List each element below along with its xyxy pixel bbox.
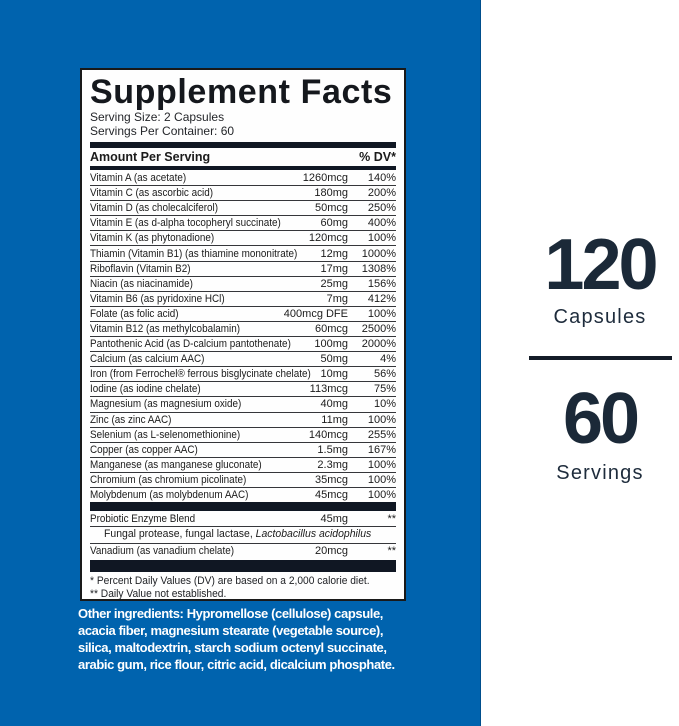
nutrient-name: Selenium (as L-selenomethionine) (90, 428, 241, 441)
nutrient-amount: 35mcg (314, 473, 348, 486)
nutrient-name: Folate (as folic acid) (90, 307, 179, 320)
nutrient-amount: 1.5mg (317, 443, 348, 456)
blend-ingredients-text: Fungal protease, fungal lactase, (104, 528, 256, 541)
nutrient-row (90, 381, 396, 396)
nutrient-row (90, 245, 396, 260)
nutrient-row (90, 185, 396, 200)
nutrient-row (90, 472, 396, 487)
amount-per-serving-header: Amount Per Serving (90, 150, 211, 164)
nutrient-dv: ** (387, 545, 396, 558)
nutrient-dv: 100% (367, 473, 396, 486)
nutrient-dv: 2500% (361, 322, 396, 335)
nutrient-name: Calcium (as calcium AAC) (90, 353, 205, 366)
nutrient-row (90, 457, 396, 472)
nutrient-name: Vitamin B12 (as methylcobalamin) (90, 322, 241, 335)
nutrient-row (90, 215, 396, 230)
nutrient-dv: 75% (373, 383, 396, 396)
nutrient-amount: 17mg (320, 262, 348, 275)
nutrient-row (90, 336, 396, 351)
nutrient-amount: 25mg (320, 277, 348, 290)
nutrient-name: Vitamin E (as d-alpha tocopheryl succinate) (90, 217, 281, 230)
nutrient-name: Thiamin (Vitamin B1) (as thiamine mononitrate) (90, 247, 298, 260)
nutrient-amount: 10mg (320, 368, 348, 381)
nutrient-row (90, 442, 396, 457)
nutrient-dv: 167% (367, 443, 396, 456)
nutrient-amount: 11mg (321, 413, 348, 426)
nutrient-table (90, 170, 396, 502)
nutrient-amount: 113mcg (309, 383, 348, 396)
nutrient-row (90, 396, 396, 411)
bottom-divider-bar (90, 560, 396, 572)
nutrient-row (90, 291, 396, 306)
probiotic-blend-ingredients (90, 526, 396, 543)
nutrient-row (90, 487, 396, 502)
nutrient-amount: 1260mcg (302, 171, 348, 184)
vanadium-row (90, 543, 396, 558)
nutrient-dv: 56% (373, 368, 396, 381)
footnote-not-established: ** Daily Value not established. (90, 588, 227, 601)
serving-size: Serving Size: 2 Capsules (90, 110, 225, 124)
table-header (90, 148, 396, 166)
nutrient-dv: 100% (367, 489, 396, 502)
nutrient-row (90, 306, 396, 321)
nutrient-name: Riboflavin (Vitamin B2) (90, 262, 191, 275)
capsule-count: 120 (544, 225, 656, 305)
nutrient-name: Iodine (as iodine chelate) (90, 383, 201, 396)
nutrient-amount: 7mg (326, 292, 348, 305)
serving-count-label: Servings (556, 462, 644, 484)
nutrient-amount: 400mcg DFE (283, 307, 348, 320)
nutrient-name: Vitamin B6 (as pyridoxine HCl) (90, 292, 225, 305)
nutrient-dv: ** (387, 512, 396, 525)
nutrient-dv: 1308% (361, 262, 396, 275)
nutrient-amount: 60mg (320, 217, 348, 230)
nutrient-name: Vitamin D (as cholecalciferol) (90, 202, 219, 215)
nutrient-amount: 60mcg (314, 322, 348, 335)
nutrient-amount: 50mg (320, 353, 348, 366)
nutrient-dv: 200% (367, 187, 396, 200)
nutrient-dv: 100% (367, 458, 396, 471)
nutrient-amount: 45mcg (314, 489, 348, 502)
nutrient-amount: 20mcg (314, 545, 348, 558)
nutrient-dv: 100% (367, 232, 396, 245)
nutrient-row (90, 261, 396, 276)
nutrient-dv: 100% (367, 307, 396, 320)
nutrient-row (90, 412, 396, 427)
supplement-facts-title: Supplement Facts (90, 73, 393, 111)
other-ingredients: Other ingredients: Hypromellose (cellulose) capsule, acacia fiber, magnesium stearate (vegetable source), silica, maltodextrin, starch sodium octenyl succinate, arabic gum, rice flour, citric acid, dicalcium phosphate. (78, 606, 395, 672)
nutrient-row (90, 427, 396, 442)
nutrient-dv: 250% (367, 202, 396, 215)
nutrient-row (90, 276, 396, 291)
nutrient-row (90, 351, 396, 366)
nutrient-name: Vitamin C (as ascorbic acid) (90, 187, 214, 200)
nutrient-amount: 40mg (320, 398, 348, 411)
nutrient-dv: 255% (367, 428, 396, 441)
nutrient-amount: 12mg (320, 247, 348, 260)
nutrient-row (90, 230, 396, 245)
nutrient-dv: 400% (367, 217, 396, 230)
probiotic-blend-row (90, 511, 396, 526)
count-divider-line (529, 356, 672, 360)
dv-header: % DV* (359, 150, 396, 164)
nutrient-amount: 140mcg (308, 428, 348, 441)
supplement-facts-panel (80, 68, 406, 601)
nutrient-dv: 2000% (361, 338, 396, 351)
nutrient-row (90, 170, 396, 185)
nutrient-row (90, 200, 396, 215)
nutrient-name: Zinc (as zinc AAC) (90, 413, 172, 426)
nutrient-dv: 156% (367, 277, 396, 290)
nutrient-name: Vitamin K (as phytonadione) (90, 232, 215, 245)
nutrient-name: Pantothenic Acid (as D-calcium pantothenate) (90, 338, 291, 351)
nutrient-name: Niacin (as niacinamide) (90, 277, 193, 290)
nutrient-dv: 4% (380, 353, 396, 366)
serving-count: 60 (562, 379, 638, 459)
nutrient-name: Vitamin A (as acetate) (90, 171, 187, 184)
nutrient-name: Iron (from Ferrochel® ferrous bisglycinate chelate) (90, 368, 311, 381)
count-panel (520, 225, 679, 486)
nutrient-amount: 180mg (314, 187, 348, 200)
nutrient-dv: 10% (373, 398, 396, 411)
nutrient-dv: 412% (367, 292, 396, 305)
nutrient-name: Probiotic Enzyme Blend (90, 512, 196, 525)
capsule-count-label: Capsules (553, 306, 647, 328)
section-divider-bar (90, 502, 396, 511)
nutrient-row (90, 366, 396, 381)
nutrient-name: Chromium (as chromium picolinate) (90, 473, 247, 486)
nutrient-name: Vanadium (as vanadium chelate) (90, 545, 234, 558)
nutrient-name: Copper (as copper AAC) (90, 443, 198, 456)
nutrient-name: Magnesium (as magnesium oxide) (90, 398, 242, 411)
nutrient-name: Manganese (as manganese gluconate) (90, 458, 262, 471)
nutrient-dv: 100% (367, 413, 396, 426)
nutrient-name: Molybdenum (as molybdenum AAC) (90, 489, 249, 502)
nutrient-amount: 120mcg (308, 232, 348, 245)
nutrient-dv: 1000% (361, 247, 396, 260)
blend-section (90, 511, 396, 558)
servings-per-container: Servings Per Container: 60 (90, 124, 235, 138)
nutrient-dv: 140% (367, 171, 396, 184)
blend-species-italic: Lactobacillus acidophilus (255, 528, 372, 541)
nutrient-amount: 50mcg (314, 202, 348, 215)
nutrient-row (90, 321, 396, 336)
nutrient-amount: 100mg (314, 338, 348, 351)
footnote-daily-values: * Percent Daily Values (DV) are based on a 2,000 calorie diet. (90, 575, 370, 588)
nutrient-amount: 2.3mg (317, 458, 348, 471)
nutrient-amount: 45mg (320, 512, 348, 525)
